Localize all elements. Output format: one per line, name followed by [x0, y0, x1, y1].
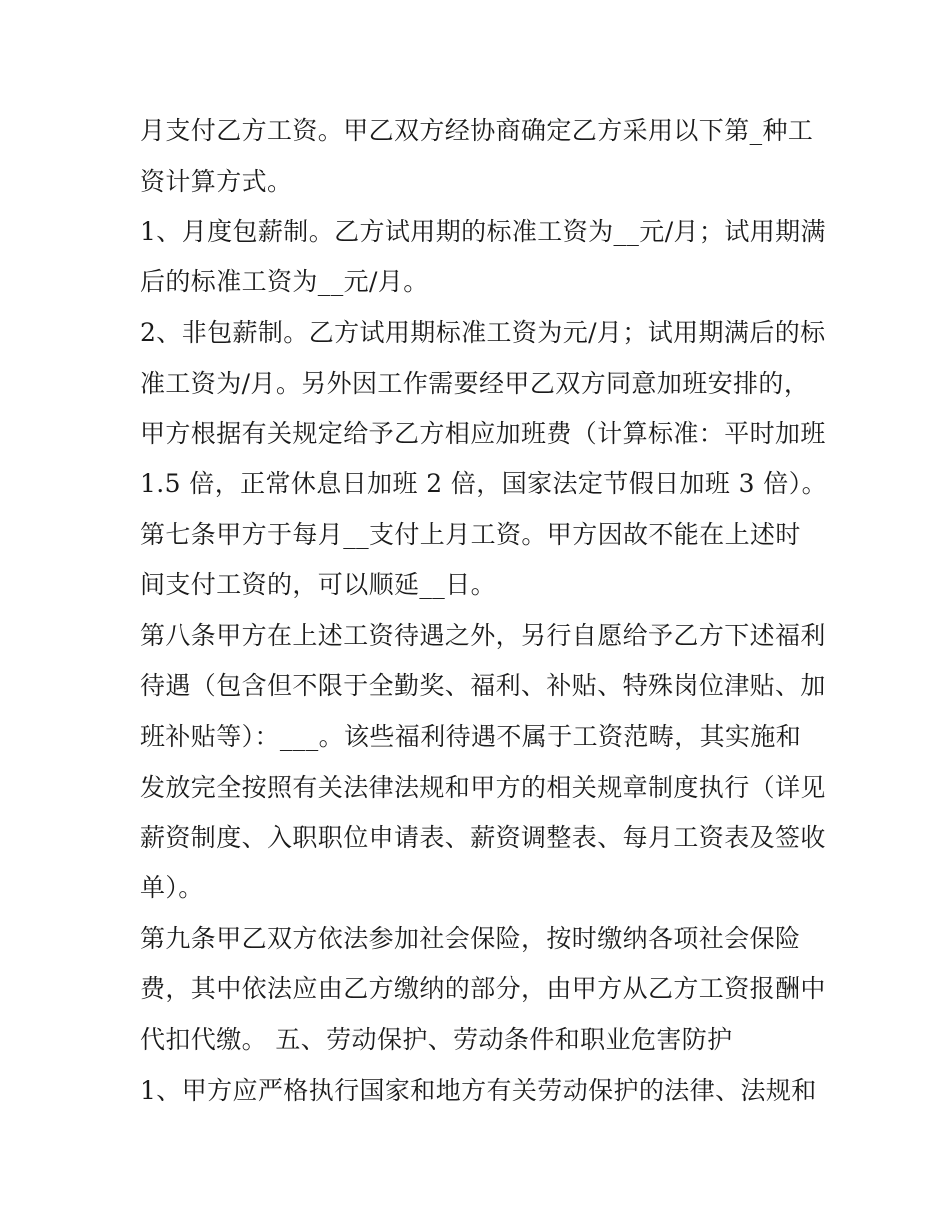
- text-line: 单）。: [140, 873, 204, 902]
- text-line: 2、非包薪制。乙方试用期标准工资为元/月；试用期满后的标: [140, 318, 826, 347]
- text-line: 后的标准工资为__元/月。: [140, 267, 429, 296]
- text-line: 薪资制度、入职职位申请表、薪资调整表、每月工资表及签收: [140, 823, 826, 852]
- text-line: 待遇（包含但不限于全勤奖、福利、补贴、特殊岗位津贴、加: [140, 671, 826, 700]
- text-line: 发放完全按照有关法律法规和甲方的相关规章制度执行（详见: [140, 773, 826, 802]
- text-line: 资计算方式。: [140, 167, 293, 196]
- text-line: 费，其中依法应由乙方缴纳的部分，由甲方从乙方工资报酬中: [140, 974, 826, 1003]
- text-line: 班补贴等）：___。该些福利待遇不属于工资范畴，其实施和: [140, 722, 802, 751]
- text-line: 1、甲方应严格执行国家和地方有关劳动保护的法律、法规和: [140, 1076, 817, 1105]
- text-line: 准工资为/月。另外因工作需要经甲乙双方同意加班安排的，: [140, 369, 810, 398]
- text-line: 1、月度包薪制。乙方试用期的标准工资为__元/月；试用期满: [140, 217, 826, 246]
- text-line: 甲方根据有关规定给予乙方相应加班费（计算标准：平时加班: [140, 419, 826, 448]
- text-line: 1.5 倍，正常休息日加班 2 倍，国家法定节假日加班 3 倍）。: [140, 469, 828, 498]
- text-line: 间支付工资的，可以顺延__日。: [140, 570, 497, 599]
- text-line: 第七条甲方于每月__支付上月工资。甲方因故不能在上述时: [140, 520, 801, 549]
- text-line: 月支付乙方工资。甲乙双方经协商确定乙方采用以下第_种工: [140, 116, 814, 145]
- text-line: 第八条甲方在上述工资待遇之外，另行自愿给予乙方下述福利: [140, 621, 826, 650]
- text-line: 第九条甲乙双方依法参加社会保险，按时缴纳各项社会保险: [140, 924, 801, 953]
- text-line: 代扣代缴。 五、劳动保护、劳动条件和职业危害防护: [140, 1025, 733, 1054]
